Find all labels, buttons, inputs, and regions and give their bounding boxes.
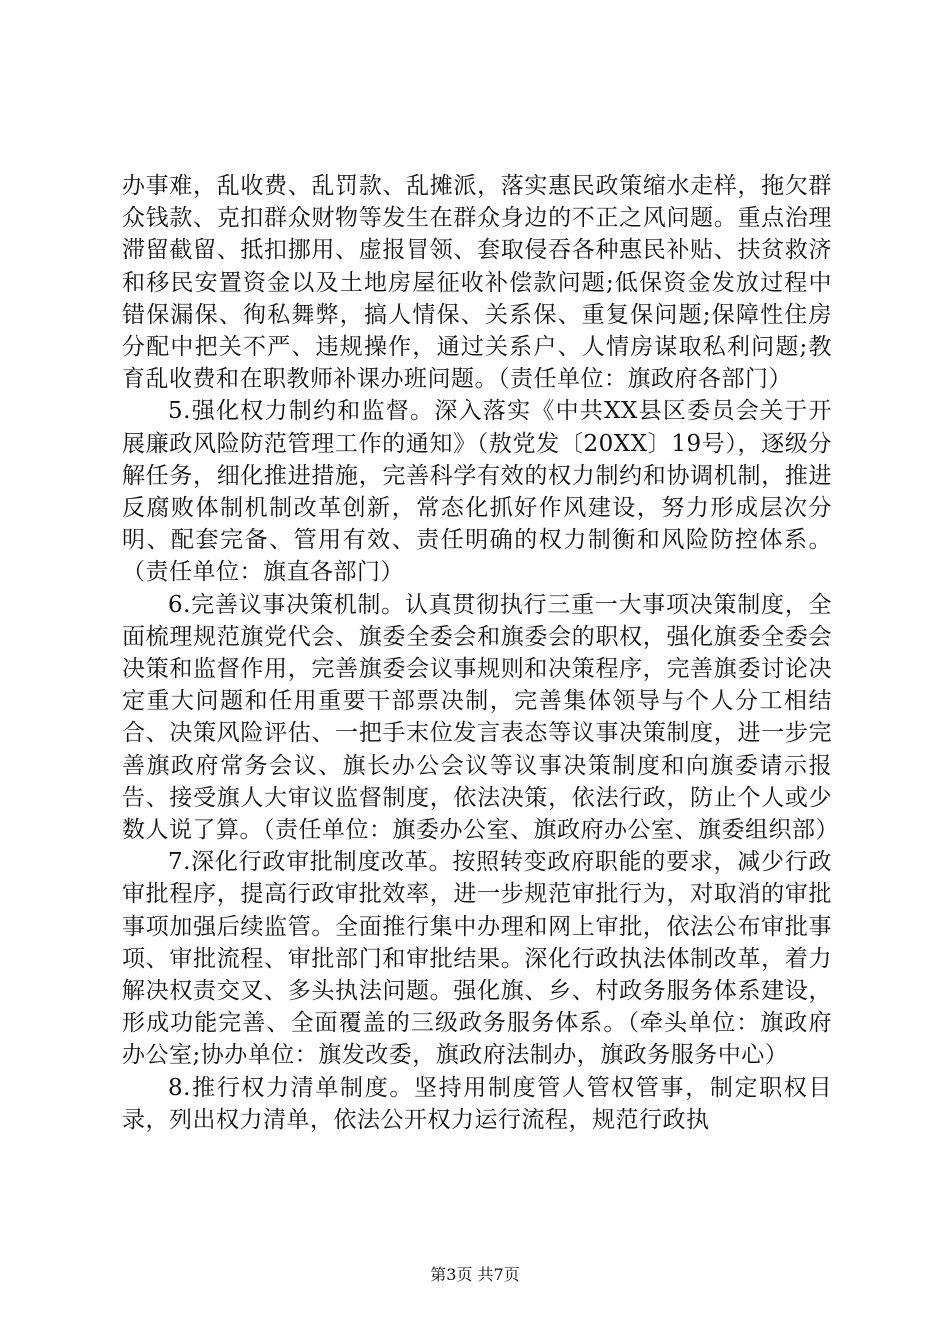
paragraph-continuation: 办事难，乱收费、乱罚款、乱摊派，落实惠民政策缩水走样，拖欠群众钱款、克扣群众财物等发生在群众身边的不正之风问题。重点治理滞留截留、抵扣挪用、虚报冒领、套取侵吞各种惠民补贴、扶贫救济和移民安置资金以及土地房屋征收补偿款问题;低保资金发放过程中错保漏保、徇私舞弊，搞人情保、关系保、重复保问题;保障性住房分配中把关不严、违规操作，通过关系户、人情房谋取私利问题;教育乱收费和在职教师补课办班问题。（责任单位：旗政府各部门）	[122, 173, 832, 393]
document-body	[122, 170, 839, 1136]
paragraph-item-6: 6.完善议事决策机制。认真贯彻执行三重一大事项决策制度，全面梳理规范旗党代会、旗委全委会和旗委会的职权，强化旗委全委会决策和监督作用，完善旗委会议事规则和决策程序，完善旗委讨论决定重大问题和任用重要干部票决制，完善集体领导与个人分工相结合、决策风险评估、一把手末位发言表态等议事决策制度，进一步完善旗政府常务会议、旗长办公会议等议事决策制度和向旗委请示报告、接受旗人大审议监督制度，依法决策，依法行政，防止个人或少数人说了算。（责任单位：旗委办公室、旗政府办公室、旗委组织部）	[122, 591, 839, 844]
paragraph-item-8: 8.推行权力清单制度。坚持用制度管人管权管事，制定职权目录，列出权力清单，依法公开权力运行流程，规范行政执	[122, 1074, 832, 1133]
paragraph-item-5: 5.强化权力制约和监督。深入落实《中共XX县区委员会关于开展廉政风险防范管理工作的通知》（敖党发〔20XX〕19号），逐级分解任务，细化推进措施，完善科学有效的权力制约和协调机制，推进反腐败体制机制改革创新，常态化抓好作风建设，努力形成层次分明、配套完备、管用有效、责任明确的权力制衡和风险防控体系。（责任单位：旗直各部门）	[122, 398, 832, 586]
page-footer: 第3页 共7页	[430, 1265, 520, 1284]
paragraph-item-7: 7.深化行政审批制度改革。按照转变政府职能的要求，减少行政审批程序，提高行政审批效率，进一步规范审批行为，对取消的审批事项加强后续监管。全面推行集中办理和网上审批，依法公布审批事项、审批流程、审批部门和审批结果。深化行政执法体制改革，着力解决权责交叉、多头执法问题。强化旗、乡、村政务服务体系建设，形成功能完善、全面覆盖的三级政务服务体系。（牵头单位：旗政府办公室;协办单位：旗发改委，旗政府法制办，旗政务服务中心）	[122, 849, 832, 1069]
